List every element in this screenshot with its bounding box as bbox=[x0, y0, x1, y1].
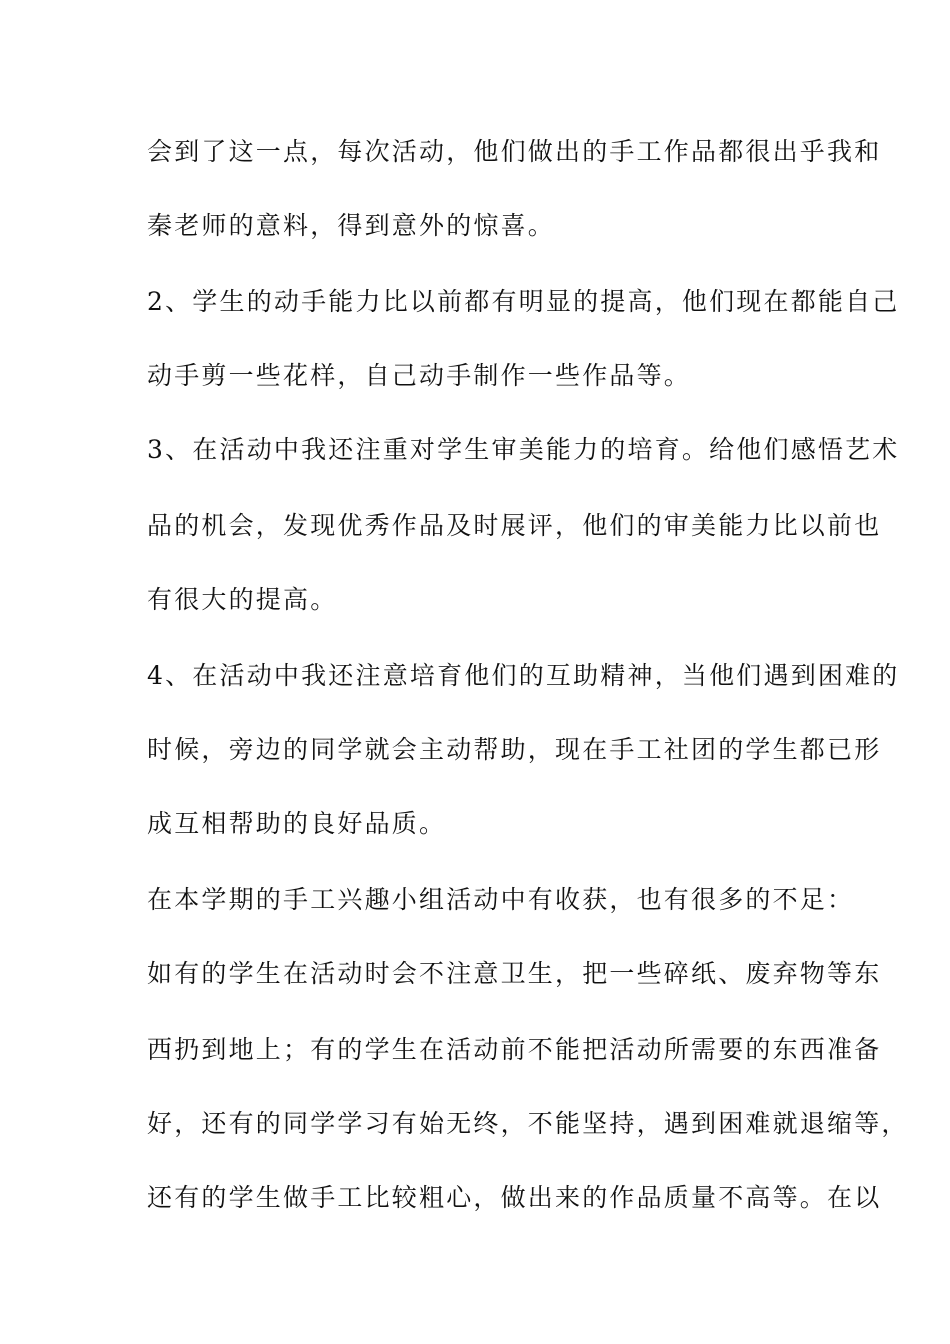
text-line: 好，还有的同学学习有始无终，不能坚持，遇到困难就退缩等， bbox=[147, 1109, 909, 1138]
text-line: 动手剪一些花样，自己动手制作一些作品等。 bbox=[147, 361, 692, 390]
text-line: 有很大的提高。 bbox=[147, 585, 338, 614]
text-line: 时候，旁边的同学就会主动帮助，现在手工社团的学生都已形 bbox=[147, 735, 882, 764]
text-line: 3、在活动中我还注重对学生审美能力的培育。给他们感悟艺术 bbox=[147, 435, 900, 464]
text-line: 在本学期的手工兴趣小组活动中有收获，也有很多的不足： bbox=[147, 885, 855, 914]
text-line: 4、在活动中我还注意培育他们的互助精神，当他们遇到困难的 bbox=[147, 661, 900, 690]
text-line: 秦老师的意料，得到意外的惊喜。 bbox=[147, 211, 556, 240]
text-line: 品的机会，发现优秀作品及时展评，他们的审美能力比以前也 bbox=[147, 511, 882, 540]
text-line: 成互相帮助的良好品质。 bbox=[147, 809, 447, 838]
text-line: 会到了这一点，每次活动，他们做出的手工作品都很出乎我和 bbox=[147, 137, 882, 166]
text-line: 还有的学生做手工比较粗心，做出来的作品质量不高等。在以 bbox=[147, 1183, 882, 1212]
text-line: 2、学生的动手能力比以前都有明显的提高，他们现在都能自己 bbox=[147, 287, 900, 316]
text-line: 西扔到地上；有的学生在活动前不能把活动所需要的东西准备 bbox=[147, 1035, 882, 1064]
text-line: 如有的学生在活动时会不注意卫生，把一些碎纸、废弃物等东 bbox=[147, 959, 882, 988]
